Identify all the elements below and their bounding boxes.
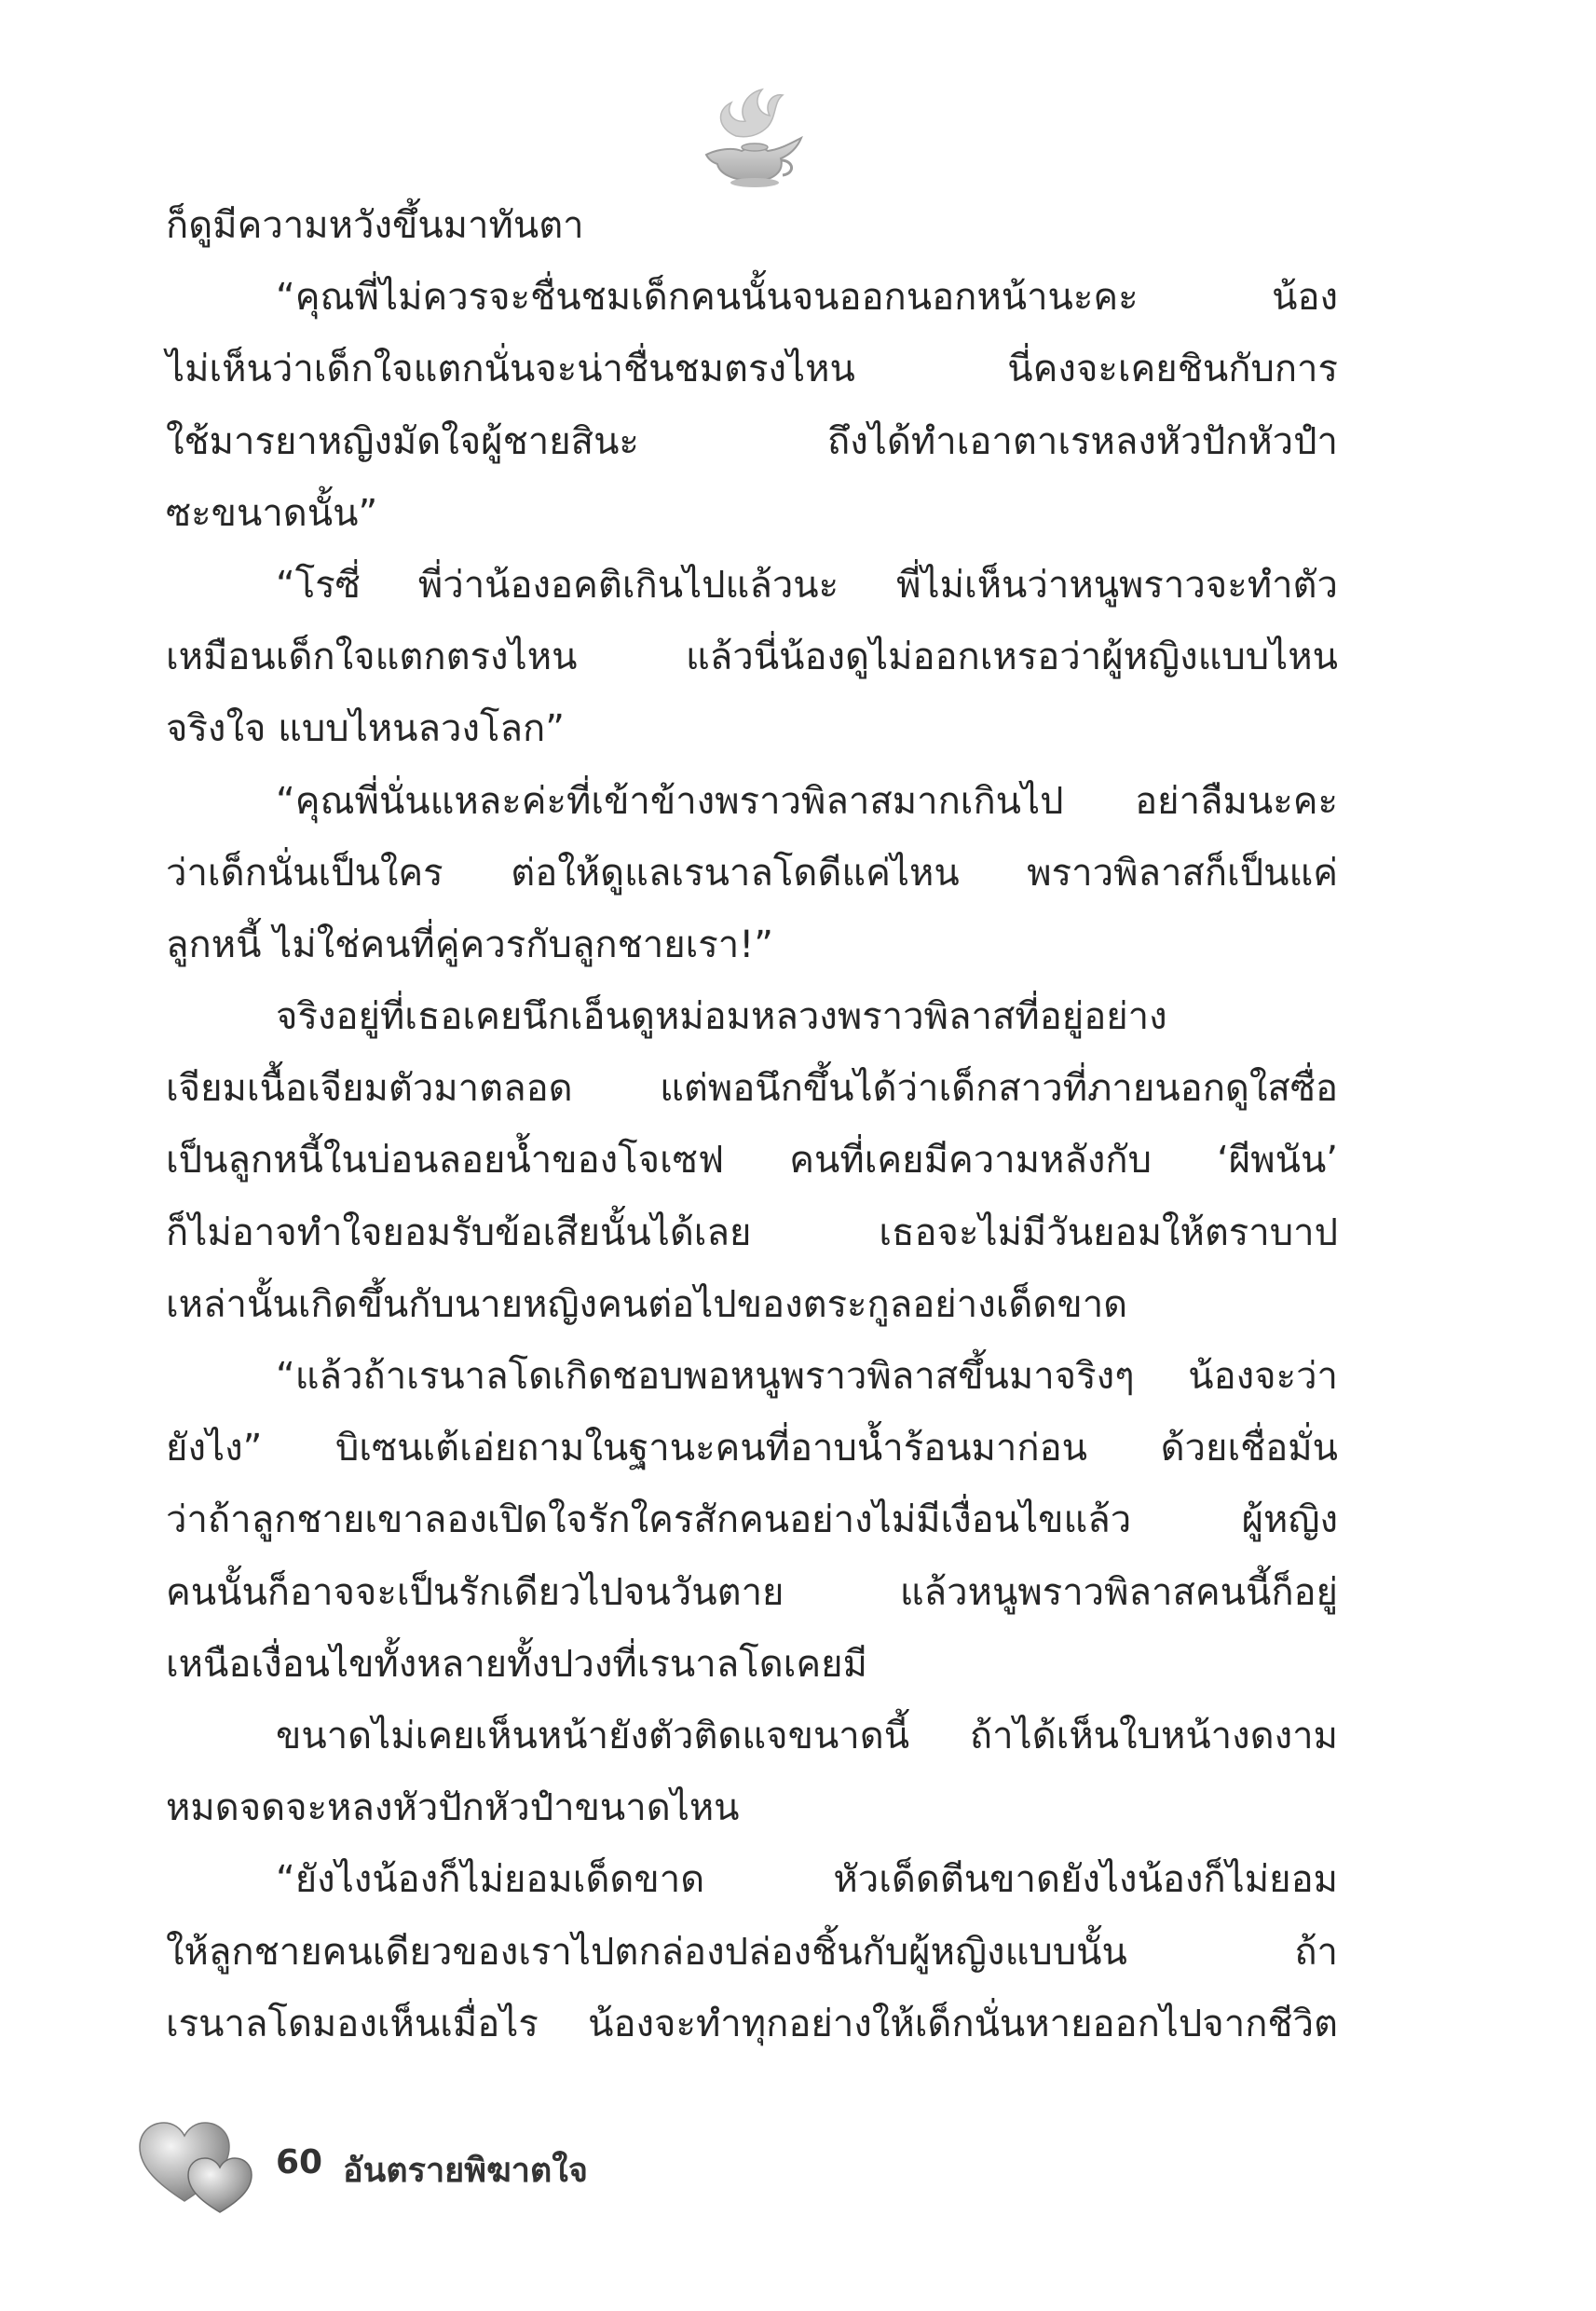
text-line: เจียมเนื้อเจียมตัวมาตลอด แต่พอนึกขึ้นได้ว่าเด็กสาวที่ภายนอกดูใสซื่อ: [166, 1067, 1338, 1111]
text-line: เรนาลโดมองเห็นเมื่อไร น้องจะทำทุกอย่างให้เด็กนั่นหายออกไปจากชีวิต: [166, 2002, 1338, 2045]
magic-lamp-icon: [680, 82, 820, 194]
hearts-icon: [130, 2108, 261, 2220]
text-line: เป็นลูกหนี้ในบ่อนลอยน้ำของโจเซฟ คนที่เคยมีความหลังกับ ‘ผีพนัน’: [166, 1139, 1338, 1183]
text-line: ขนาดไม่เคยเห็นหน้ายังตัวติดแจขนาดนี้ ถ้าได้เห็นใบหน้างดงาม: [276, 1714, 1338, 1757]
text-line: หมดจดจะหลงหัวปักหัวปำขนาดไหน: [166, 1786, 740, 1830]
text-line: “โรซี่ พี่ว่าน้องอคติเกินไปแล้วนะ พี่ไม่เห็นว่าหนูพราวจะทำตัว: [276, 563, 1338, 607]
text-line: ว่าเด็กนั่นเป็นใคร ต่อให้ดูแลเรนาลโดดีแค่ไหน พราวพิลาสก็เป็นแค่: [166, 851, 1338, 895]
text-line: ว่าถ้าลูกชายเขาลองเปิดใจรักใครสักคนอย่างไม่มีเงื่อนไขแล้ว ผู้หญิง: [166, 1498, 1338, 1542]
text-line: ลูกหนี้ ไม่ใช่คนที่คู่ควรกับลูกชายเรา!”: [166, 923, 774, 966]
text-line: ก็ไม่อาจทำใจยอมรับข้อเสียนั้นได้เลย เธอจะไม่มีวันยอมให้ตราบาป: [166, 1210, 1338, 1254]
book-title: อันตรายพิฆาตใจ: [343, 2152, 588, 2190]
text-line: จริงใจ แบบไหนลวงโลก”: [166, 707, 565, 751]
text-line: “คุณพี่ไม่ควรจะชื่นชมเด็กคนนั้นจนออกนอกหน้านะคะ น้อง: [276, 276, 1338, 320]
text-line: ให้ลูกชายคนเดียวของเราไปตกล่องปล่องชิ้นกับผู้หญิงแบบนั้น ถ้า: [166, 1930, 1338, 1974]
text-line: ยังไง” บิเซนเต้เอ่ยถามในฐานะคนที่อาบน้ำร้อนมาก่อน ด้วยเชื่อมั่น: [166, 1427, 1338, 1470]
text-line: เหนือเงื่อนไขทั้งหลายทั้งปวงที่เรนาลโดเคยมี: [166, 1642, 867, 1686]
text-line: คนนั้นก็อาจจะเป็นรักเดียวไปจนวันตาย แล้วหนูพราวพิลาสคนนี้ก็อยู่: [166, 1570, 1338, 1614]
text-line: ไม่เห็นว่าเด็กใจแตกนั่นจะน่าชื่นชมตรงไหน นี่คงจะเคยชินกับการ: [166, 348, 1338, 391]
text-line: “คุณพี่นั่นแหละค่ะที่เข้าข้างพราวพิลาสมากเกินไป อย่าลืมนะคะ: [276, 779, 1338, 823]
text-line: เหมือนเด็กใจแตกตรงไหน แล้วนี่น้องดูไม่ออกเหรอว่าผู้หญิงแบบไหน: [166, 636, 1338, 679]
page-number: 60: [276, 2143, 323, 2181]
text-line: จริงอยู่ที่เธอเคยนึกเอ็นดูหม่อมหลวงพราวพิลาสที่อยู่อย่าง: [276, 995, 1167, 1039]
body-text: [166, 190, 1338, 2060]
text-line: ก็ดูมีความหวังขึ้นมาทันตา: [166, 204, 584, 247]
text-line: ซะขนาดนั้น”: [166, 491, 378, 535]
text-line: “ยังไงน้องก็ไม่ยอมเด็ดขาด หัวเด็ดตีนขาดยังไงน้องก็ไม่ยอม: [276, 1858, 1338, 1902]
text-line: ใช้มารยาหญิงมัดใจผู้ชายสินะ ถึงได้ทำเอาตาเรหลงหัวปักหัวปำ: [166, 419, 1338, 463]
text-line: เหล่านั้นเกิดขึ้นกับนายหญิงคนต่อไปของตระกูลอย่างเด็ดขาด: [166, 1282, 1128, 1326]
text-line: “แล้วถ้าเรนาลโดเกิดชอบพอหนูพราวพิลาสขึ้นมาจริงๆ น้องจะว่า: [276, 1355, 1338, 1398]
page-footer: [130, 2108, 689, 2229]
